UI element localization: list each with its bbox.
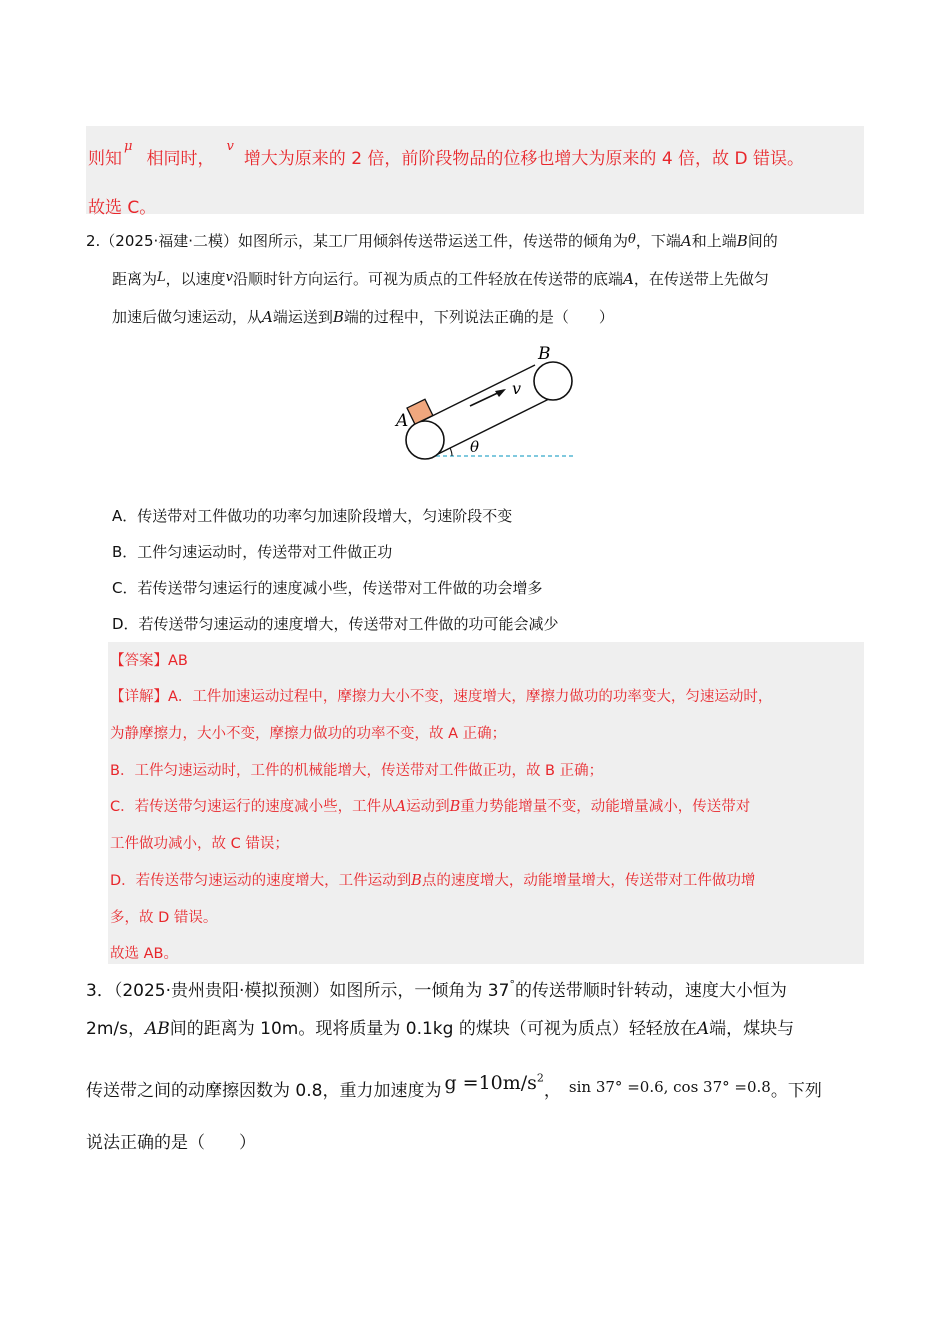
point-a-label: A [262,308,273,326]
gravity-exponent: 2 [536,1071,544,1085]
trig-values-formula: sin 37° =0.6, cos 37° =0.8 [568,1078,771,1096]
q2-stem-line3 [112,306,614,327]
text-segment: 则知 [88,149,122,169]
point-b-label: B [411,873,422,889]
q3-stem-line4: 说法正确的是（ ） [86,1133,256,1153]
previous-answer-block [86,126,864,218]
text-segment: 间的距离为 10m。现将质量为 0.1kg 的煤块（可视为质点）轻轻放在 [169,1019,697,1039]
text-segment: ，在传送带上先做匀 [633,270,769,288]
text-segment: 和上端 [691,232,737,250]
q2-option-d: D．若传送带匀速运动的速度增大，传送带对工件做的功可能会减少 [112,615,559,633]
figure-label-theta: θ [470,438,480,456]
conveyor-belt-figure [392,342,592,462]
text-segment: 端，煤块与 [709,1019,795,1039]
gravity-formula [444,1072,543,1094]
figure-label-a: A [396,411,409,431]
q3-stem-line3 [86,1071,822,1101]
velocity-symbol: v [225,270,234,285]
q2-detail-line5: 工件做功减小，故 C 错误； [110,836,289,852]
previous-answer-line1 [88,139,804,169]
text-segment: 传送带之间的动摩擦因数为 0.8，重力加速度为 [86,1081,442,1101]
text-segment: C．若传送带匀速运行的速度减小些，工件从 [110,799,396,815]
q2-option-c: C．若传送带匀速运行的速度减小些，传送带对工件做的功会增多 [112,579,543,597]
text-segment: 3．（2025·贵州贵阳·模拟预测）如图所示，一倾角为 37 [86,981,510,1001]
text-segment: ，以速度 [165,270,226,288]
segment-ab-label: AB [144,1019,170,1039]
point-b-label: B [736,232,748,250]
text-segment: 距离为 [112,270,158,288]
text-segment: 间的 [747,232,778,250]
text-segment: 增大为原来的 2 倍，前阶段物品的位移也增大为原来的 4 倍，故 D 错误。 [243,149,804,169]
velocity-arrow-head [495,389,506,397]
text-segment: ， [543,1081,561,1101]
point-b-label: B [332,308,344,326]
distance-l-symbol: L [157,270,166,285]
gravity-formula-text: g =10m/s [444,1072,537,1094]
text-segment: 端运送到 [272,308,333,326]
text-segment: 点的速度增大，动能增量增大，传送带对工件做功增 [421,873,756,889]
q2-detail-line3: B．工件匀速运动时，工件的机械能增大，传送带对工件做正功，故 B 正确； [110,763,604,779]
text-segment: 加速后做匀速运动，从 [112,308,263,326]
q3-stem-line2 [86,1014,794,1039]
q2-detail-line1: 【详解】A．工件加速运动过程中，摩擦力大小不变，速度增大，摩擦力做功的功率变大，匀速运动时， [110,689,773,705]
text-segment: 2.（2025·福建·二模）如图所示，某工厂用倾斜传送带运送工件，传送带的倾角为 [86,232,629,250]
figure-label-v: v [512,379,522,398]
point-a-label: A [696,1019,710,1039]
text-segment: 。下列 [770,1081,822,1101]
q2-detail-line6 [110,869,755,890]
text-segment: 2m/s， [86,1019,145,1039]
q2-stem-line2 [112,268,769,289]
text-segment: 运动到 [406,799,450,815]
angle-arc [450,448,452,456]
point-a-label: A [623,270,634,288]
point-b-label: B [449,799,461,815]
text-segment: 重力势能增量不变，动能增量减小，传送带对 [460,799,751,815]
text-segment: 端的过程中，下列说法正确的是（ ） [343,308,614,326]
q2-option-b: B．工件匀速运动时，传送带对工件做正功 [112,543,393,561]
workpiece-block [407,399,433,424]
text-segment: D．若传送带匀速运动的速度增大，工件运动到 [110,873,412,889]
q2-detail-line2: 为静摩擦力，大小不变，摩擦力做功的功率不变，故 A 正确； [110,726,507,742]
text-segment: 沿顺时针方向运行。可视为质点的工件轻放在传送带的底端 [233,270,624,288]
point-a-label: A [680,232,692,250]
point-a-label: A [395,799,407,815]
q2-conclusion: 故选 AB。 [110,946,178,962]
q2-answer: 【答案】AB [110,653,188,669]
text-segment: ，下端 [635,232,681,250]
figure-label-b: B [538,344,551,364]
mu-symbol: μ [124,139,133,154]
top-pulley [534,362,572,400]
text-segment: 相同时， [146,149,215,169]
degree-symbol: ° [509,978,515,991]
q2-detail-line4 [110,795,750,816]
q2-answer-block [108,642,864,964]
q3-stem-line1 [86,976,787,1001]
q2-option-a: A．传送带对工件做功的功率匀加速阶段增大，匀速阶段不变 [112,507,513,525]
text-segment: 的传送带顺时针转动，速度大小恒为 [514,981,787,1001]
q2-detail-line7: 多，故 D 错误。 [110,910,218,926]
v-symbol: v [226,139,234,154]
previous-answer-conclusion: 故选 C。 [88,198,157,218]
bottom-pulley [406,421,444,459]
theta-symbol: θ [628,232,636,247]
q2-stem-line1 [86,230,778,251]
